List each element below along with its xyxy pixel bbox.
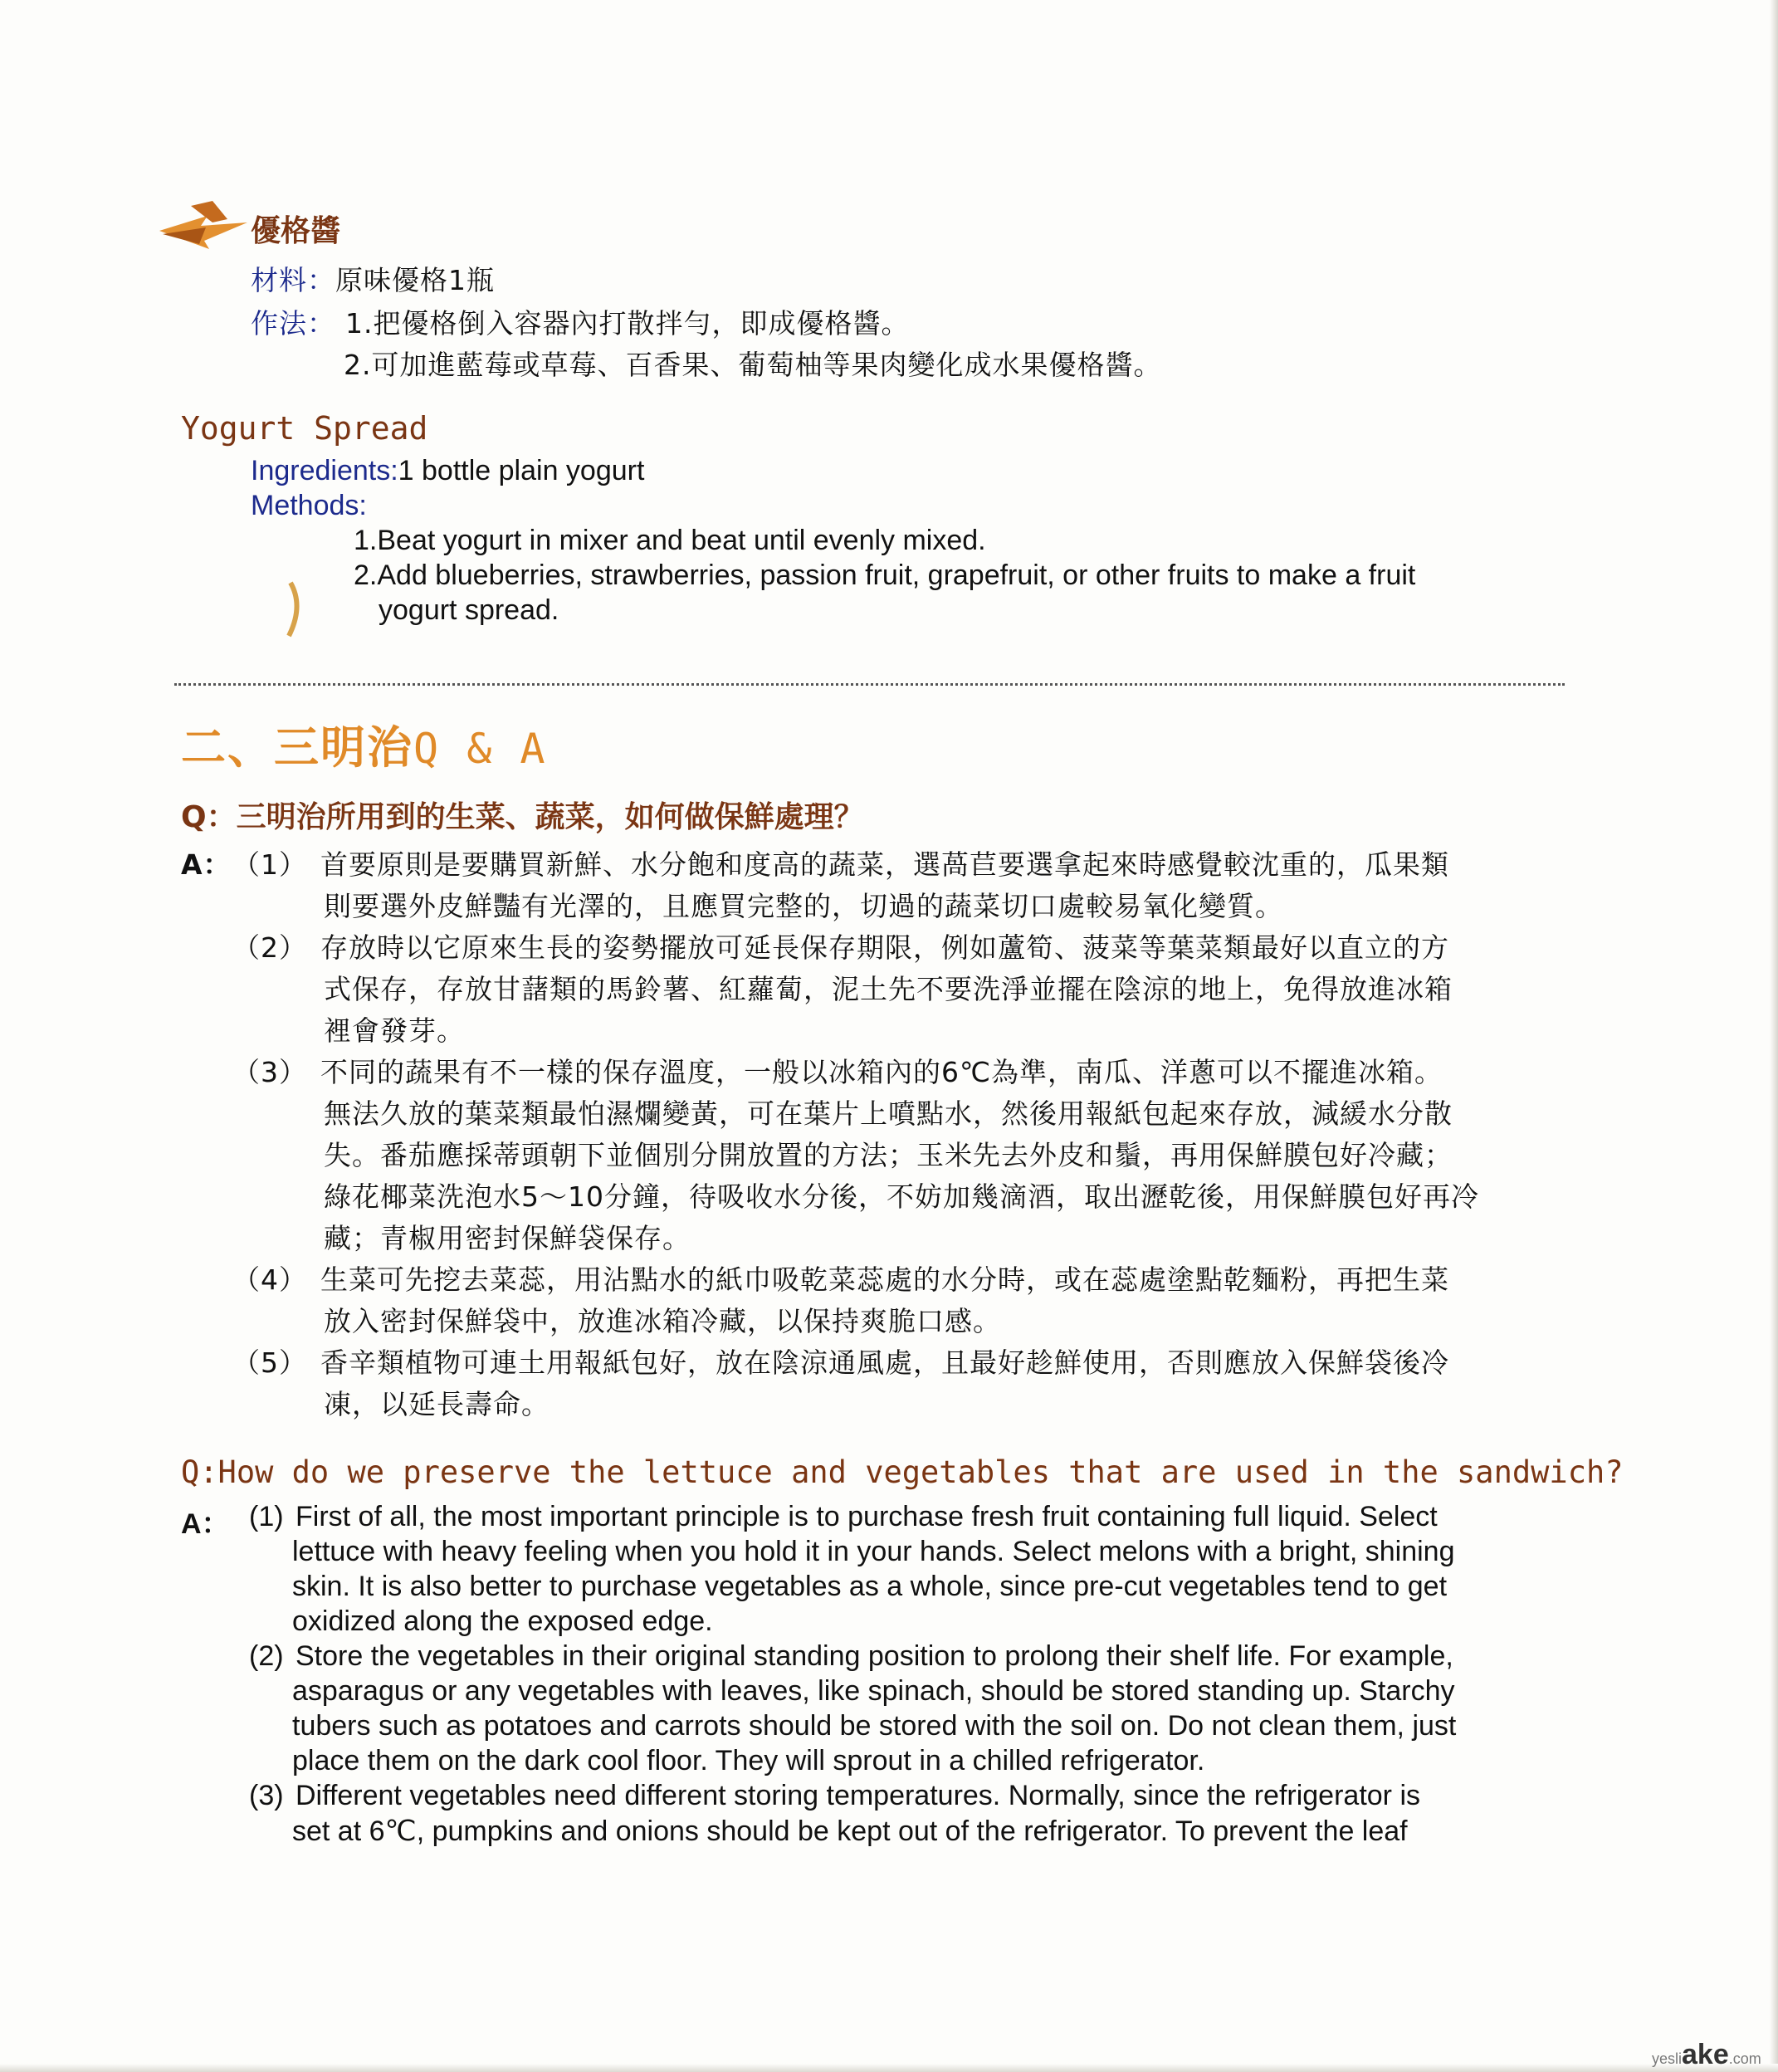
page-edge-bottom xyxy=(0,2064,1778,2072)
yogurt-title-en: Yogurt Spread xyxy=(181,410,428,447)
answer-line-zh: 失。番茄應採蒂頭朝下並個別分開放置的方法；玉米先去外皮和鬚，再用保鮮膜包好冷藏； xyxy=(324,1139,1453,1171)
ingredients-label-en: Ingredients: xyxy=(251,455,398,486)
answer-line-zh: 無法久放的葉菜類最怕濕爛變黃，可在葉片上噴點水，然後用報紙包起來存放，減緩水分散 xyxy=(324,1097,1453,1130)
section2-title-zh: 二、三明治 xyxy=(181,721,413,774)
answer-line-zh: 綠花椰菜洗泡水5～10分鐘，待吸收水分後，不妨加幾滴酒，取出瀝乾後，用保鮮膜包好再冷 xyxy=(324,1180,1479,1213)
answer-num-zh: （5） xyxy=(232,1346,307,1379)
answer-line-zh: 則要選外皮鮮豔有光澤的，且應買完整的，切過的蔬菜切口處較易氧化變質。 xyxy=(324,890,1283,922)
answer-line-en: lettuce with heavy feeling when you hold it in your hands. Select melons with a bright, shining xyxy=(292,1536,1455,1567)
answer-line-en: asparagus or any vegetables with leaves, like spinach, should be stored standing up. Starchy xyxy=(292,1675,1455,1707)
answer-num-en: (2) xyxy=(249,1640,284,1672)
method-step-en: 2.Add blueberries, strawberries, passion fruit, grapefruit, or other fruits to make a fruit xyxy=(354,560,1416,591)
answer-line-zh: 式保存，存放甘藷類的馬鈴薯、紅蘿蔔，泥土先不要洗淨並擺在陰涼的地上，免得放進冰箱 xyxy=(324,973,1453,1005)
ingredients-label-zh: 材料： xyxy=(251,264,335,296)
decorative-mark xyxy=(282,581,307,639)
answer-line-zh: 不同的蔬果有不一樣的保存溫度，一般以冰箱內的6℃為準，南瓜、洋蔥可以不擺進冰箱。 xyxy=(320,1056,1443,1088)
answer-line-zh: 生菜可先挖去菜蕊，用沾點水的紙巾吸乾菜蕊處的水分時，或在蕊處塗點乾麵粉，再把生菜 xyxy=(320,1263,1449,1296)
question-en: Q:How do we preserve the lettuce and vegetables that are used in the sandwich? xyxy=(181,1454,1624,1490)
page-edge-right xyxy=(1770,0,1778,2072)
answer-num-en: (1) xyxy=(249,1501,284,1532)
method-step-zh: 1.把優格倒入容器內打散拌勻，即成優格醬。 xyxy=(345,307,910,340)
answer-line-en: place them on the dark cool floor. They will sprout in a chilled refrigerator. xyxy=(292,1745,1205,1776)
watermark-mid: ake xyxy=(1682,2039,1729,2070)
ingredients-row-en xyxy=(251,455,644,487)
answer-line-zh: 凍，以延長壽命。 xyxy=(324,1388,550,1420)
answer-line-zh: 藏；青椒用密封保鮮袋保存。 xyxy=(324,1222,691,1254)
answer-num-zh: （4） xyxy=(232,1263,307,1296)
section2-title-qa: Q & A xyxy=(413,725,547,773)
section2-title xyxy=(181,712,547,776)
section-divider xyxy=(174,683,1565,686)
answer-line-zh: 放入密封保鮮袋中，放進冰箱冷藏，以保持爽脆口感。 xyxy=(324,1305,1001,1337)
answer-line-en: Different vegetables need different storing temperatures. Normally, since the refrigerator is xyxy=(296,1780,1421,1811)
answer-line-en: tubers such as potatoes and carrots should be stored with the soil on. Do not clean them, just xyxy=(292,1710,1457,1742)
method-step-en: yogurt spread. xyxy=(379,594,559,626)
answer-line-en: oxidized along the exposed edge. xyxy=(292,1605,713,1637)
arrow-icon xyxy=(158,198,251,257)
answer-num-zh: （3） xyxy=(232,1056,307,1088)
answer-line-zh: 存放時以它原來生長的姿勢擺放可延長保存期限，例如蘆筍、菠菜等葉菜類最好以直立的方 xyxy=(320,931,1449,964)
question-zh: Q：三明治所用到的生菜、蔬菜，如何做保鮮處理？ xyxy=(181,800,864,834)
answer-line-en: Store the vegetables in their original standing position to prolong their shelf life. For example, xyxy=(296,1640,1453,1672)
answer-label-en: A： xyxy=(181,1508,230,1540)
answer-num-en: (3) xyxy=(249,1780,284,1811)
answer-line-zh: 裡會發芽。 xyxy=(324,1014,465,1047)
methods-label-en: Methods: xyxy=(251,490,367,521)
yogurt-title-zh: 優格醬 xyxy=(251,214,341,248)
watermark xyxy=(1652,2039,1761,2071)
answer-num-zh: （2） xyxy=(232,931,307,964)
answer-line-en: First of all, the most important principle is to purchase fresh fruit containing full liquid. Select xyxy=(296,1501,1438,1532)
method-label-zh: 作法： xyxy=(251,307,335,340)
answer-label-zh: A： xyxy=(181,848,232,881)
ingredients-text-zh: 原味優格1瓶 xyxy=(335,264,495,296)
ingredients-row-zh xyxy=(251,259,495,298)
watermark-post: .com xyxy=(1728,2050,1761,2067)
watermark-pre: yesli xyxy=(1652,2050,1683,2067)
answer-line-zh: 香辛類植物可連土用報紙包好，放在陰涼通風處，且最好趁鮮使用，否則應放入保鮮袋後冷 xyxy=(320,1346,1449,1379)
ingredients-text-en: 1 bottle plain yogurt xyxy=(398,455,645,486)
answer-num-zh: （1） xyxy=(232,848,307,881)
answer-line-en: set at 6℃, pumpkins and onions should be kept out of the refrigerator. To prevent the leaf xyxy=(292,1815,1408,1847)
answer-line-zh: 首要原則是要購買新鮮、水分飽和度高的蔬菜，選萵苣要選拿起來時感覺較沈重的，瓜果類 xyxy=(320,848,1449,881)
method-step-en: 1.Beat yogurt in mixer and beat until evenly mixed. xyxy=(354,525,986,556)
method-step-zh: 2.可加進藍莓或草莓、百香果、葡萄柚等果肉變化成水果優格醬。 xyxy=(344,349,1162,381)
answer-line-en: skin. It is also better to purchase vegetables as a whole, since pre-cut vegetables tend to get xyxy=(292,1571,1448,1602)
